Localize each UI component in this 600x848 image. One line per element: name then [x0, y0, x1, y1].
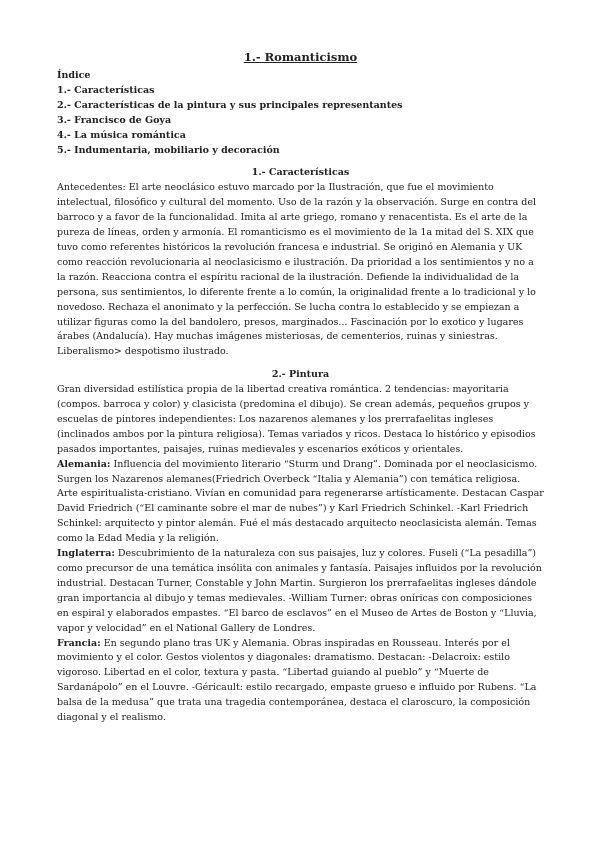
section-2-heading: 2.- Pintura — [271, 369, 330, 381]
paragraph-alemania — [57, 458, 544, 547]
text-francia: En segundo plano tras UK y Alemania. Obras inspiradas en Rousseau. Interés por el movimiento y el color. Gestos violentos y diagonales: dramatismo. Destacan: -Delacroix: estilo vigoroso. Libertad en el color, textura y pasta. “Libertad guiando al pueblo” y “Muerte de Sardanápolo” en el Louvre. -Géricault: estilo recargado, empaste grueso e influido por Rubens. “La balsa de la medusa” que trata una tragedia contemporánea, destaca el claroscuro, la composición diagonal y el realismo. — [57, 637, 537, 724]
label-inglaterra: Inglaterra: — [57, 548, 115, 560]
index-heading: Índice — [57, 70, 91, 81]
section-1-heading: 1.- Características — [251, 167, 350, 179]
index-list — [57, 84, 544, 159]
text-inglaterra: Descubrimiento de la naturaleza con sus paisajes, luz y colores. Fuseli (“La pesadilla”) como precursor de una temática insólita con animales y fantasía. Paisajes influidos por la revolución industrial. Destacan Turner, Constable y John Martin. Surgieron los prerrafaelitas ingleses dándole gran importancia al dibujo y temas medievales. -William Turner: obras oníricas con composiciones en espiral y elaborados empastes. “El barco de esclavos” en el Museo de Artes de Boston y “Lluvia, vapor y velocidad” en el National Gallery de Londres. — [57, 548, 542, 634]
index-item: 2.- Características de la pintura y sus principales representantes — [57, 99, 403, 111]
section-1-paragraph: Antecedentes: El arte neoclásico estuvo marcado por la Ilustración, que fue el movimiento intelectual, filosófico y cultural del momento. Uso de la razón y la observación. Surge en contra del barroco y a favor de la funcionalidad. Imita al arte griego, romano y renacentista. Es el arte de la pureza de líneas, orden y armonía. El romanticismo es el movimiento de la 1a mitad del S. XIX que tuvo como referentes históricos la revolución francesa e industrial. Se originó en Alemania y UK como reacción revolucionaria al neoclasicismo e ilustración. Da prioridad a los sentimientos y no a la razón. Reacciona contra el espíritu racional de la ilustración. Defiende la individualidad de la persona, sus sentimientos, lo diferente frente a lo común, la originalidad frente a lo tradicional y lo novedoso. Rechaza el anonimato y la perfección. Se lucha contra lo establecido y se empiezan a utilizar figuras como la del bandolero, presos, marginados... Fascinación por lo exotico y lugares árabes (Andalucía). Hay muchas imágenes misteriosas, de cementerios, ruinas y siniestras. Liberalismo> despotismo ilustrado. — [57, 182, 536, 358]
document-title: 1.- Romanticismo — [243, 50, 358, 64]
index-item: 1.- Características — [57, 84, 155, 96]
index-item: 4.- La música romántica — [57, 129, 186, 141]
document-page — [57, 50, 544, 726]
text-alemania: Influencia del movimiento literario “Sturm und Drang”. Dominada por el neoclasicismo. Surgen los Nazarenos alemanes(Friedrich Overbeck “Italia y Alemania”) con temática religiosa. Arte espiritualista-cristiano. Vivían en comunidad para regenerarse artísticamente. Destacan Caspar David Friedrich (“El caminante sobre el mar de nubes”) y Karl Friedrich Schinkel. -Karl Friedrich Schinkel: arquitecto y pintor alemán. Fué el más destacado arquitecto neoclasicista alemán. Temas como la Edad Media y la religión. — [57, 458, 544, 545]
index-item: 5.- Indumentaria, mobiliario y decoración — [57, 144, 280, 156]
paragraph-francia — [57, 637, 544, 726]
section-2-intro: Gran diversidad estilística propia de la libertad creativa romántica. 2 tendencias: mayoritaria (compos. barroca y color) y clasicista (predomina el dibujo). Se crean además, pequeños grupos y escuelas de pintores independientes: Los nazarenos alemanes y los prerrafaelitas ingleses (inclinados ambos por la pintura religiosa). Temas variados y ricos. Destaca lo histórico y episodios pasados importantes, paisajes, ruinas medievales y escenarios exóticos y orientales. — [57, 384, 536, 455]
label-francia: Francia: — [57, 637, 101, 649]
label-alemania: Alemania: — [57, 458, 111, 470]
index-item: 3.- Francisco de Goya — [57, 114, 172, 126]
paragraph-inglaterra — [57, 547, 544, 636]
